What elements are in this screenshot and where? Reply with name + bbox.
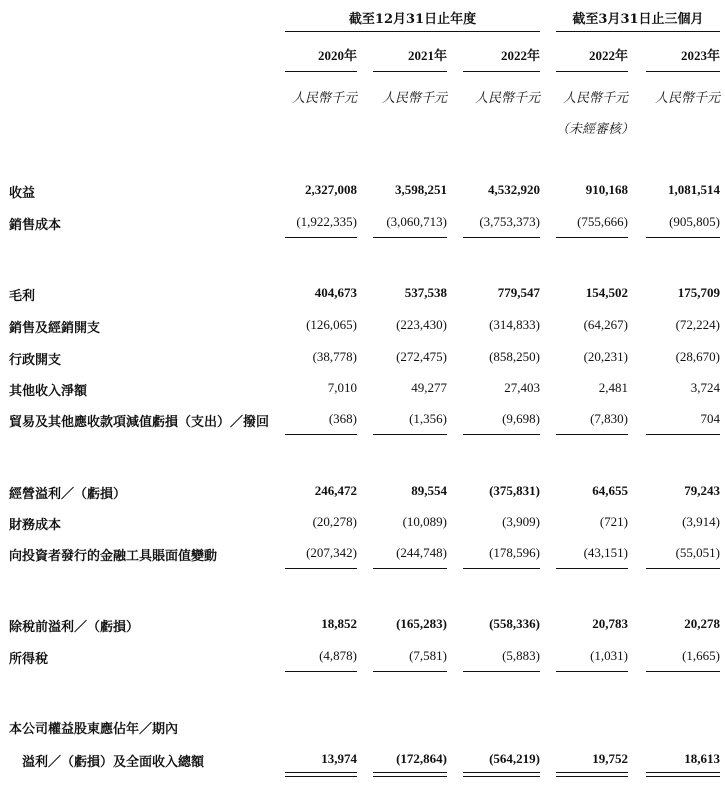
table-cell: 537,538 xyxy=(404,285,447,300)
subtotal-rule xyxy=(646,671,720,672)
table-cell: 49,277 xyxy=(411,380,447,395)
subtotal-rule xyxy=(285,671,357,672)
subtotal-rule xyxy=(646,434,720,435)
row-label-finance-costs: 財務成本 xyxy=(9,518,62,533)
table-cell: 79,243 xyxy=(684,483,720,498)
year-header: 2020年 xyxy=(317,48,357,63)
subtotal-rule xyxy=(463,568,540,569)
table-cell: 910,168 xyxy=(585,182,628,197)
row-label-revenue: 收益 xyxy=(9,186,36,201)
unit-label: 人民幣千元 xyxy=(562,90,628,105)
table-cell: (375,831) xyxy=(489,483,540,498)
row-label-admin-expenses: 行政開支 xyxy=(9,353,62,368)
table-cell: (64,267) xyxy=(583,317,628,332)
subtotal-rule xyxy=(646,568,720,569)
table-cell: (126,065) xyxy=(306,317,357,332)
table-cell: (905,805) xyxy=(669,214,720,229)
table-cell: (72,224) xyxy=(675,317,720,332)
table-cell: 27,403 xyxy=(504,380,540,395)
row-label-attributable: 本公司權益股東應佔年／期內 xyxy=(9,722,179,737)
table-cell: (28,670) xyxy=(675,349,720,364)
year-rule xyxy=(646,71,720,72)
subtotal-rule xyxy=(285,568,357,569)
subtotal-rule xyxy=(463,671,540,672)
row-label-fair-value-change: 向投資者發行的金融工具賬面值變動 xyxy=(9,549,218,564)
table-cell: (55,051) xyxy=(675,545,720,560)
table-cell: 779,547 xyxy=(497,285,540,300)
table-cell: 19,752 xyxy=(592,751,628,766)
table-cell: 246,472 xyxy=(314,483,357,498)
year-rule xyxy=(463,71,540,72)
table-cell: 3,724 xyxy=(690,380,720,395)
subtotal-rule xyxy=(285,237,357,238)
table-cell: 704 xyxy=(700,411,720,426)
table-cell: (858,250) xyxy=(489,349,540,364)
table-cell: (3,909) xyxy=(502,514,540,529)
subtotal-rule xyxy=(646,237,720,238)
table-cell: (1,922,335) xyxy=(296,214,357,229)
table-cell: (207,342) xyxy=(306,545,357,560)
table-cell: (10,089) xyxy=(402,514,447,529)
subtotal-rule xyxy=(373,434,447,435)
table-cell: 3,598,251 xyxy=(395,182,447,197)
table-cell: (3,914) xyxy=(682,514,720,529)
table-cell: (223,430) xyxy=(396,317,447,332)
table-cell: (178,596) xyxy=(489,545,540,560)
subtotal-rule xyxy=(556,237,628,238)
row-label-total-comprehensive: 溢利／（虧損）及全面收入總額 xyxy=(22,755,205,770)
table-cell: (165,283) xyxy=(396,616,447,631)
table-cell: 64,655 xyxy=(592,483,628,498)
unaudited-label: （未經審核） xyxy=(556,122,635,137)
row-label-other-income: 其他收入淨額 xyxy=(9,384,88,399)
table-cell: 18,852 xyxy=(321,616,357,631)
subtotal-rule xyxy=(556,671,628,672)
table-cell: 18,613 xyxy=(684,751,720,766)
subtotal-rule xyxy=(463,434,540,435)
table-cell: (314,833) xyxy=(489,317,540,332)
total-double-rule xyxy=(285,772,357,777)
table-cell: (3,753,373) xyxy=(479,214,540,229)
table-cell: (20,278) xyxy=(312,514,357,529)
row-label-income-tax: 所得稅 xyxy=(9,652,49,667)
table-cell: (3,060,713) xyxy=(386,214,447,229)
row-label-operating-profit: 經營溢利／（虧損） xyxy=(9,487,127,502)
table-cell: 89,554 xyxy=(411,483,447,498)
table-cell: (564,219) xyxy=(489,751,540,766)
table-cell: (38,778) xyxy=(312,349,357,364)
table-cell: (1,356) xyxy=(409,411,447,426)
unit-label: 人民幣千元 xyxy=(654,90,720,105)
table-cell: (755,666) xyxy=(577,214,628,229)
subtotal-rule xyxy=(556,434,628,435)
table-cell: (1,031) xyxy=(590,648,628,663)
unit-label: 人民幣千元 xyxy=(474,90,540,105)
total-double-rule xyxy=(556,772,628,777)
table-cell: (43,151) xyxy=(583,545,628,560)
table-cell: 175,709 xyxy=(677,285,720,300)
year-rule xyxy=(373,71,447,72)
header-rule-annual xyxy=(285,31,540,32)
table-cell: 2,481 xyxy=(598,380,628,395)
subtotal-rule xyxy=(373,568,447,569)
header-rule-quarter xyxy=(556,31,720,32)
row-label-profit-before-tax: 除稅前溢利／（虧損） xyxy=(9,620,140,635)
table-cell: (272,475) xyxy=(396,349,447,364)
period-group-annual: 截至12月31日止年度 xyxy=(348,12,477,27)
year-header: 2023年 xyxy=(680,48,720,63)
table-cell: (172,864) xyxy=(396,751,447,766)
table-cell: (244,748) xyxy=(396,545,447,560)
row-label-selling-expenses: 銷售及經銷開支 xyxy=(9,321,101,336)
table-cell: 20,278 xyxy=(684,616,720,631)
table-cell: (20,231) xyxy=(583,349,628,364)
row-label-gross-profit: 毛利 xyxy=(9,289,36,304)
year-rule xyxy=(285,71,357,72)
table-cell: 13,974 xyxy=(321,751,357,766)
table-cell: 404,673 xyxy=(314,285,357,300)
total-double-rule xyxy=(463,772,540,777)
subtotal-rule xyxy=(556,568,628,569)
table-cell: 4,532,920 xyxy=(488,182,540,197)
total-double-rule xyxy=(646,772,720,777)
subtotal-rule xyxy=(463,237,540,238)
period-group-quarter: 截至3月31日止三個月 xyxy=(572,12,704,27)
table-cell: (7,581) xyxy=(409,648,447,663)
year-header: 2022年 xyxy=(588,48,628,63)
table-cell: (9,698) xyxy=(502,411,540,426)
table-cell: (1,665) xyxy=(682,648,720,663)
table-cell: (558,336) xyxy=(489,616,540,631)
year-header: 2022年 xyxy=(500,48,540,63)
table-cell: (721) xyxy=(599,514,628,529)
subtotal-rule xyxy=(373,237,447,238)
table-cell: (7,830) xyxy=(590,411,628,426)
row-label-cost-of-sales: 銷售成本 xyxy=(9,218,62,233)
unit-label: 人民幣千元 xyxy=(291,90,357,105)
row-label-impairment: 貿易及其他應收款項減值虧損（支出）／撥回 xyxy=(9,415,270,430)
subtotal-rule xyxy=(373,671,447,672)
table-cell: 154,502 xyxy=(585,285,628,300)
table-cell: (5,883) xyxy=(502,648,540,663)
total-double-rule xyxy=(373,772,447,777)
table-cell: (4,878) xyxy=(319,648,357,663)
table-cell: 2,327,008 xyxy=(305,182,357,197)
table-cell: 7,010 xyxy=(327,380,357,395)
table-cell: 1,081,514 xyxy=(668,182,720,197)
table-cell: (368) xyxy=(328,411,357,426)
table-cell: 20,783 xyxy=(592,616,628,631)
year-rule xyxy=(556,71,628,72)
unit-label: 人民幣千元 xyxy=(381,90,447,105)
subtotal-rule xyxy=(285,434,357,435)
year-header: 2021年 xyxy=(407,48,447,63)
